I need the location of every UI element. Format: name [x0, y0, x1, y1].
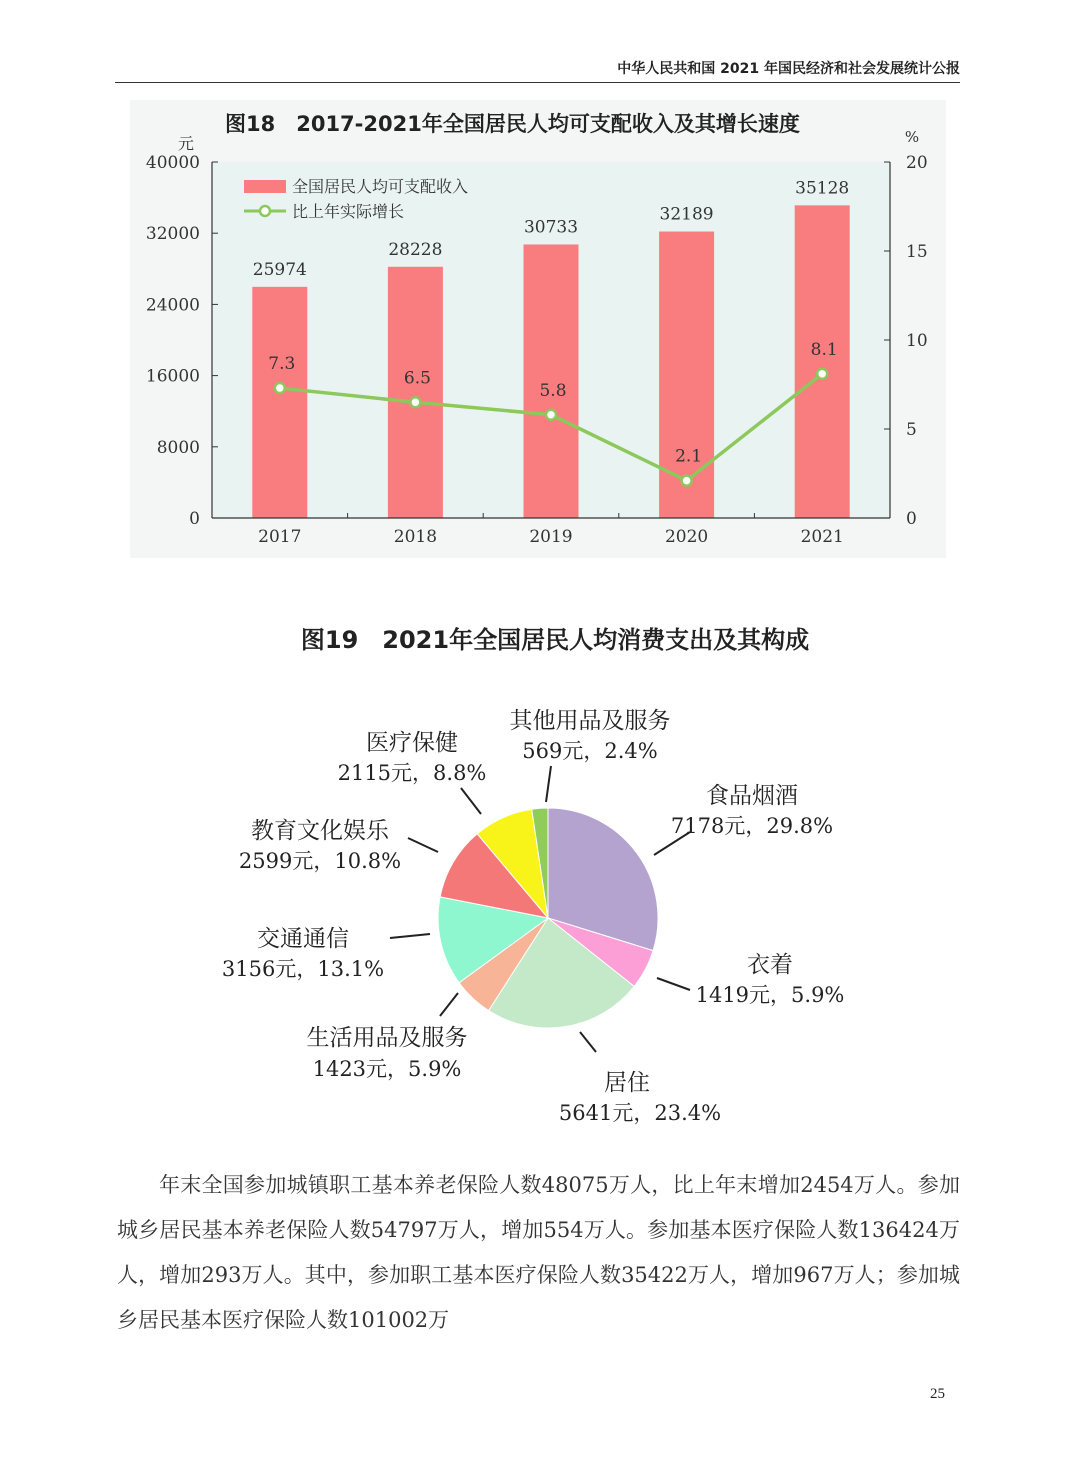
left-axis-unit: 元	[177, 134, 195, 153]
pie-leader-line	[440, 993, 458, 1016]
right-tick-label: 10	[906, 331, 928, 351]
pie-leader-line	[461, 788, 481, 814]
left-tick-label: 40000	[145, 153, 200, 173]
right-tick-label: 0	[906, 509, 917, 529]
income-bar-label: 30733	[523, 217, 579, 238]
page-header: 中华人民共和国 2021 年国民经济和社会发展统计公报	[115, 58, 960, 83]
pie-category-label: 食品烟酒	[706, 783, 798, 809]
legend-line-label: 比上年实际增长	[292, 202, 405, 221]
growth-point	[275, 383, 285, 393]
growth-label: 7.3	[268, 354, 296, 375]
x-tick-label: 2020	[664, 527, 709, 547]
pie-category-label: 居住	[604, 1070, 650, 1096]
x-tick-label: 2021	[800, 527, 844, 547]
pie-value-label: 1423元，5.9%	[312, 1057, 462, 1081]
pie-leader-line	[546, 766, 551, 802]
income-bar-label: 28228	[388, 239, 443, 260]
body-paragraph: 年末全国参加城镇职工基本养老保险人数48075万人，比上年末增加2454万人。参加城乡居民基本养老保险人数54797万人，增加554万人。参加基本医疗保险人数136424万人，增加293万人。其中，参加职工基本医疗保险人数35422万人，增加967万人；参加城乡居民基本医疗保险人数101002万	[117, 1173, 960, 1332]
income-bar-label: 25974	[252, 259, 307, 280]
income-bar	[252, 287, 307, 518]
body-text	[117, 1163, 960, 1343]
pie-category-label: 教育文化娱乐	[251, 818, 389, 844]
pie-category-label: 生活用品及服务	[306, 1025, 468, 1051]
pie-category-label: 交通通信	[257, 926, 349, 952]
income-bar	[388, 267, 443, 518]
pie-value-label: 569元，2.4%	[522, 739, 658, 763]
figure-18	[130, 100, 946, 558]
x-tick-label: 2018	[393, 527, 438, 547]
pie-category-label: 其他用品及服务	[509, 708, 671, 734]
income-chart	[130, 100, 946, 558]
figure-19	[0, 600, 1074, 1140]
growth-label: 8.1	[810, 339, 838, 360]
x-tick-label: 2017	[258, 527, 302, 547]
pie-leader-line	[390, 934, 430, 938]
growth-point	[817, 369, 827, 379]
pie-value-label: 2115元，8.8%	[337, 761, 487, 785]
growth-point	[682, 476, 692, 486]
right-tick-label: 20	[906, 153, 928, 173]
left-tick-label: 24000	[145, 295, 200, 316]
pie-category-label: 医疗保健	[366, 730, 458, 756]
right-tick-label: 15	[906, 242, 928, 262]
pie-value-label: 1419元，5.9%	[695, 983, 845, 1007]
left-tick-label: 0	[189, 509, 200, 529]
growth-point	[546, 410, 556, 420]
legend-bar-label: 全国居民人均可支配收入	[292, 177, 469, 196]
right-tick-label: 5	[906, 420, 917, 440]
figure-19-title: 图19 2021年全国居民人均消费支出及其构成	[300, 626, 810, 654]
pie-value-label: 3156元，13.1%	[221, 957, 385, 981]
pie-value-label: 7178元，29.8%	[670, 814, 834, 838]
pie-leader-line	[657, 978, 690, 990]
x-tick-label: 2019	[529, 527, 573, 547]
page-number: 25	[930, 1386, 945, 1402]
left-tick-label: 8000	[156, 437, 200, 458]
legend-bar-swatch	[244, 180, 286, 193]
pie-leader-line	[580, 1032, 596, 1052]
consumption-pie-chart	[0, 600, 1074, 1140]
growth-label: 2.1	[675, 446, 703, 467]
growth-label: 5.8	[539, 380, 567, 401]
legend-line-marker	[260, 206, 270, 216]
growth-point	[410, 397, 420, 407]
left-tick-label: 32000	[145, 224, 200, 245]
pie-value-label: 5641元，23.4%	[558, 1101, 722, 1125]
pie-value-label: 2599元，10.8%	[238, 849, 402, 873]
income-bar	[795, 205, 850, 518]
left-tick-label: 16000	[145, 366, 200, 387]
figure-18-title: 图18 2017-2021年全国居民人均可支配收入及其增长速度	[225, 112, 800, 136]
pie-category-label: 衣着	[747, 952, 793, 978]
growth-label: 6.5	[403, 368, 431, 389]
income-bar-label: 35128	[795, 178, 850, 199]
income-bar-label: 32189	[659, 204, 714, 225]
right-axis-unit: %	[904, 128, 920, 146]
pie-leader-line	[408, 838, 438, 852]
